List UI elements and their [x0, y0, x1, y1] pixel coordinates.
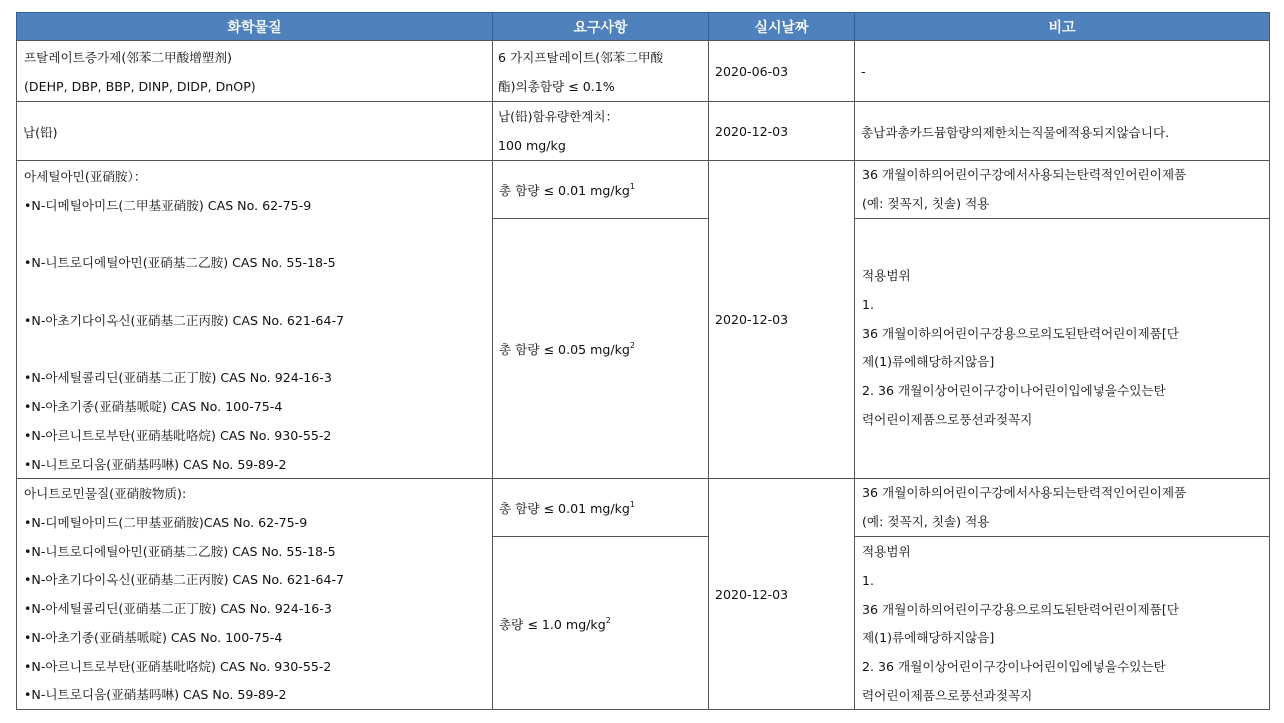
- lead-substance-cell: [16, 101, 492, 160]
- phthalate-requirement-line1: 6 가지프탈레이트(邻苯二甲酸: [498, 50, 664, 65]
- lead-date-cell: [708, 101, 854, 160]
- header-remarks-label: 비고: [1048, 19, 1076, 36]
- lead-date: 2020-12-03: [715, 123, 789, 139]
- nitrosatable-requirement-b-text: 총량 ≤ 1.0 mg/kg: [499, 616, 606, 632]
- phthalate-remarks-cell: [854, 40, 1270, 101]
- lead-substance: 납(铅): [23, 124, 58, 140]
- header-remarks: [854, 12, 1270, 40]
- nitrosamine-remarks-b-cell: [854, 218, 1270, 478]
- nitrosatable-requirement-a-footnote: 1: [629, 500, 635, 509]
- nitrosatable-substance-line: •N-니트로디에틸아민(亚硝基二乙胺) CAS No. 55-18-5: [24, 543, 336, 559]
- nitrosamine-date: 2020-12-03: [715, 312, 789, 327]
- nitrosatable-requirement-a: [499, 498, 635, 517]
- nitrosamine-remarks-a-line1: 36 개월이하의어린이구강에서사용되는탄력적인어린이제품: [862, 167, 1187, 182]
- nitrosamine-remarks-b-line: 력어린이제품으로풍선과젖꼭지: [862, 411, 1033, 427]
- nitrosatable-requirement-a-cell: [492, 478, 708, 536]
- nitrosatable-remarks-b-cell: [854, 536, 1270, 710]
- nitrosamine-remarks-a-cell: [854, 160, 1270, 218]
- nitrosatable-remarks-b-line: 력어린이제품으로풍선과젖꼭지: [862, 687, 1033, 703]
- nitrosamine-remarks-b-line: 36 개월이하의어린이구강용으로의도된탄력어린이제품[단: [862, 325, 1179, 341]
- nitrosatable-date-cell: [708, 478, 854, 710]
- nitrosamine-remarks-b-line: 제(1)류에해당하지않음]: [862, 354, 995, 370]
- nitrosatable-substance-line: •N-니트로디움(亚硝基吗啉) CAS No. 59-89-2: [24, 687, 287, 703]
- nitrosamine-remarks-b-line: 적용범위: [862, 268, 911, 283]
- lead-remarks: 총납과총카드뮴함량의제한치는직물에적용되지않습니다.: [861, 124, 1170, 140]
- nitrosamine-substance-line: 아세틸아민(亚硝胺）：: [24, 169, 147, 184]
- nitrosamine-requirement-b-footnote: 2: [629, 341, 635, 350]
- phthalate-requirement-line2: 酯)의총함량 ≤ 0.1%: [498, 78, 615, 94]
- nitrosamine-substance-line: •N-아르니트로부탄(亚硝基吡咯烷) CAS No. 930-55-2: [24, 427, 332, 443]
- nitrosatable-substance-line: •N-아초기종(亚硝基哌啶) CAS No. 100-75-4: [24, 629, 283, 645]
- nitrosamine-requirement-a: [499, 180, 635, 199]
- nitrosamine-requirement-b-text: 총 함량 ≤ 0.05 mg/kg: [499, 342, 630, 357]
- nitrosatable-requirement-b-footnote: 2: [605, 615, 611, 625]
- nitrosamine-date-cell: [708, 160, 854, 478]
- nitrosatable-substance-line: •N-아르니트로부탄(亚硝基吡咯烷) CAS No. 930-55-2: [24, 658, 332, 674]
- nitrosamine-requirement-b-cell: [492, 218, 708, 478]
- nitrosamine-remarks-a-line2: (예: 젖꼭지, 칫솔) 적용: [862, 195, 990, 211]
- nitrosatable-substance-cell: [16, 478, 492, 710]
- header-substance-label: 화학물질: [227, 19, 282, 36]
- nitrosamine-substance-line: [24, 278, 488, 307]
- nitrosamine-requirement-b: [499, 339, 635, 358]
- lead-requirement-line2: 100 mg/kg: [498, 137, 566, 153]
- phthalate-requirement-cell: [492, 40, 708, 101]
- phthalate-date-cell: [708, 40, 854, 101]
- header-date: [708, 12, 854, 40]
- phthalate-substance-line2: (DEHP, DBP, BBP, DINP, DIDP, DnOP): [24, 78, 256, 94]
- lead-remarks-cell: [854, 101, 1270, 160]
- nitrosatable-remarks-b-line: 36 개월이하의어린이구강용으로의도된탄력어린이제품[단: [862, 601, 1179, 617]
- nitrosamine-substance-line: [24, 336, 488, 365]
- nitrosatable-requirement-b-cell: [492, 536, 708, 710]
- nitrosamine-substance-line: •N-아초기종(亚硝基哌啶) CAS No. 100-75-4: [24, 399, 283, 414]
- lead-requirement-line1: 납(铅)함유량한계치：: [498, 109, 619, 124]
- lead-requirement-cell: [492, 101, 708, 160]
- nitrosatable-remarks-b-line: 1.: [862, 572, 875, 588]
- nitrosatable-substance-line: 아니트로민물질(亚硝胺物质):: [24, 486, 187, 501]
- nitrosamine-requirement-a-cell: [492, 160, 708, 218]
- nitrosamine-substance-line: •N-디메틸아미드(二甲基亚硝胺) CAS No. 62-75-9: [24, 197, 312, 213]
- nitrosatable-substance-line: •N-아초기다이옥신(亚硝基二正丙胺) CAS No. 621-64-7: [24, 572, 345, 588]
- header-date-label: 실시날짜: [754, 19, 809, 36]
- nitrosatable-remarks-a-line1: 36 개월이하의어린이구강에서사용되는탄력적인어린이제품: [862, 485, 1187, 500]
- nitrosamine-requirement-a-text: 총 함량 ≤ 0.01 mg/kg: [499, 183, 630, 198]
- header-substance: [16, 12, 492, 40]
- nitrosatable-requirement-a-text: 총 함량 ≤ 0.01 mg/kg: [499, 501, 630, 516]
- nitrosamine-requirement-a-footnote: 1: [629, 182, 635, 191]
- nitrosamine-substance-line: •N-아초기다이옥신(亚硝基二正丙胺) CAS No. 621-64-7: [24, 312, 345, 328]
- nitrosatable-remarks-b-line: 2. 36 개월이상어린이구강이나어린이입에넣을수있는탄: [862, 659, 1166, 674]
- nitrosatable-requirement-b: [499, 614, 611, 633]
- nitrosamine-substance-cell: [16, 160, 492, 478]
- header-requirement-label: 요구사항: [573, 19, 628, 36]
- nitrosamine-substance-line: •N-니트로디에틸아민(亚硝基二乙胺) CAS No. 55-18-5: [24, 255, 336, 271]
- regulation-table: [16, 12, 1270, 710]
- nitrosamine-substance-line: •N-아세틸콜리딘(亚硝基二正丁胺) CAS No. 924-16-3: [24, 370, 332, 386]
- nitrosatable-substance-line: •N-아세틸콜리딘(亚硝基二正丁胺) CAS No. 924-16-3: [24, 601, 332, 616]
- nitrosatable-remarks-a-line2: (예: 젖꼭지, 칫솔) 적용: [862, 513, 990, 529]
- nitrosatable-remarks-b-line: 적용범위: [862, 544, 911, 559]
- phthalate-remarks: -: [861, 63, 866, 79]
- header-requirement: [492, 12, 708, 40]
- nitrosamine-remarks-b-line: 1.: [862, 296, 875, 312]
- nitrosatable-remarks-a-cell: [854, 478, 1270, 536]
- nitrosamine-substance-line: [24, 221, 488, 250]
- phthalate-date: 2020-06-03: [715, 63, 789, 79]
- phthalate-substance-line1: 프탈레이트증가제(邻苯二甲酸增塑剂): [24, 50, 232, 65]
- nitrosatable-remarks-b-line: 제(1)류에해당하지않음]: [862, 630, 995, 646]
- nitrosatable-substance-line: •N-디메틸아미드(二甲基亚硝胺)CAS No. 62-75-9: [24, 514, 308, 530]
- nitrosamine-substance-line: •N-니트로디움(亚硝基吗啉) CAS No. 59-89-2: [24, 456, 287, 472]
- nitrosatable-date: 2020-12-03: [715, 586, 789, 602]
- phthalate-substance-cell: [16, 40, 492, 101]
- nitrosamine-remarks-b-line: 2. 36 개월이상어린이구강이나어린이입에넣을수있는탄: [862, 383, 1166, 398]
